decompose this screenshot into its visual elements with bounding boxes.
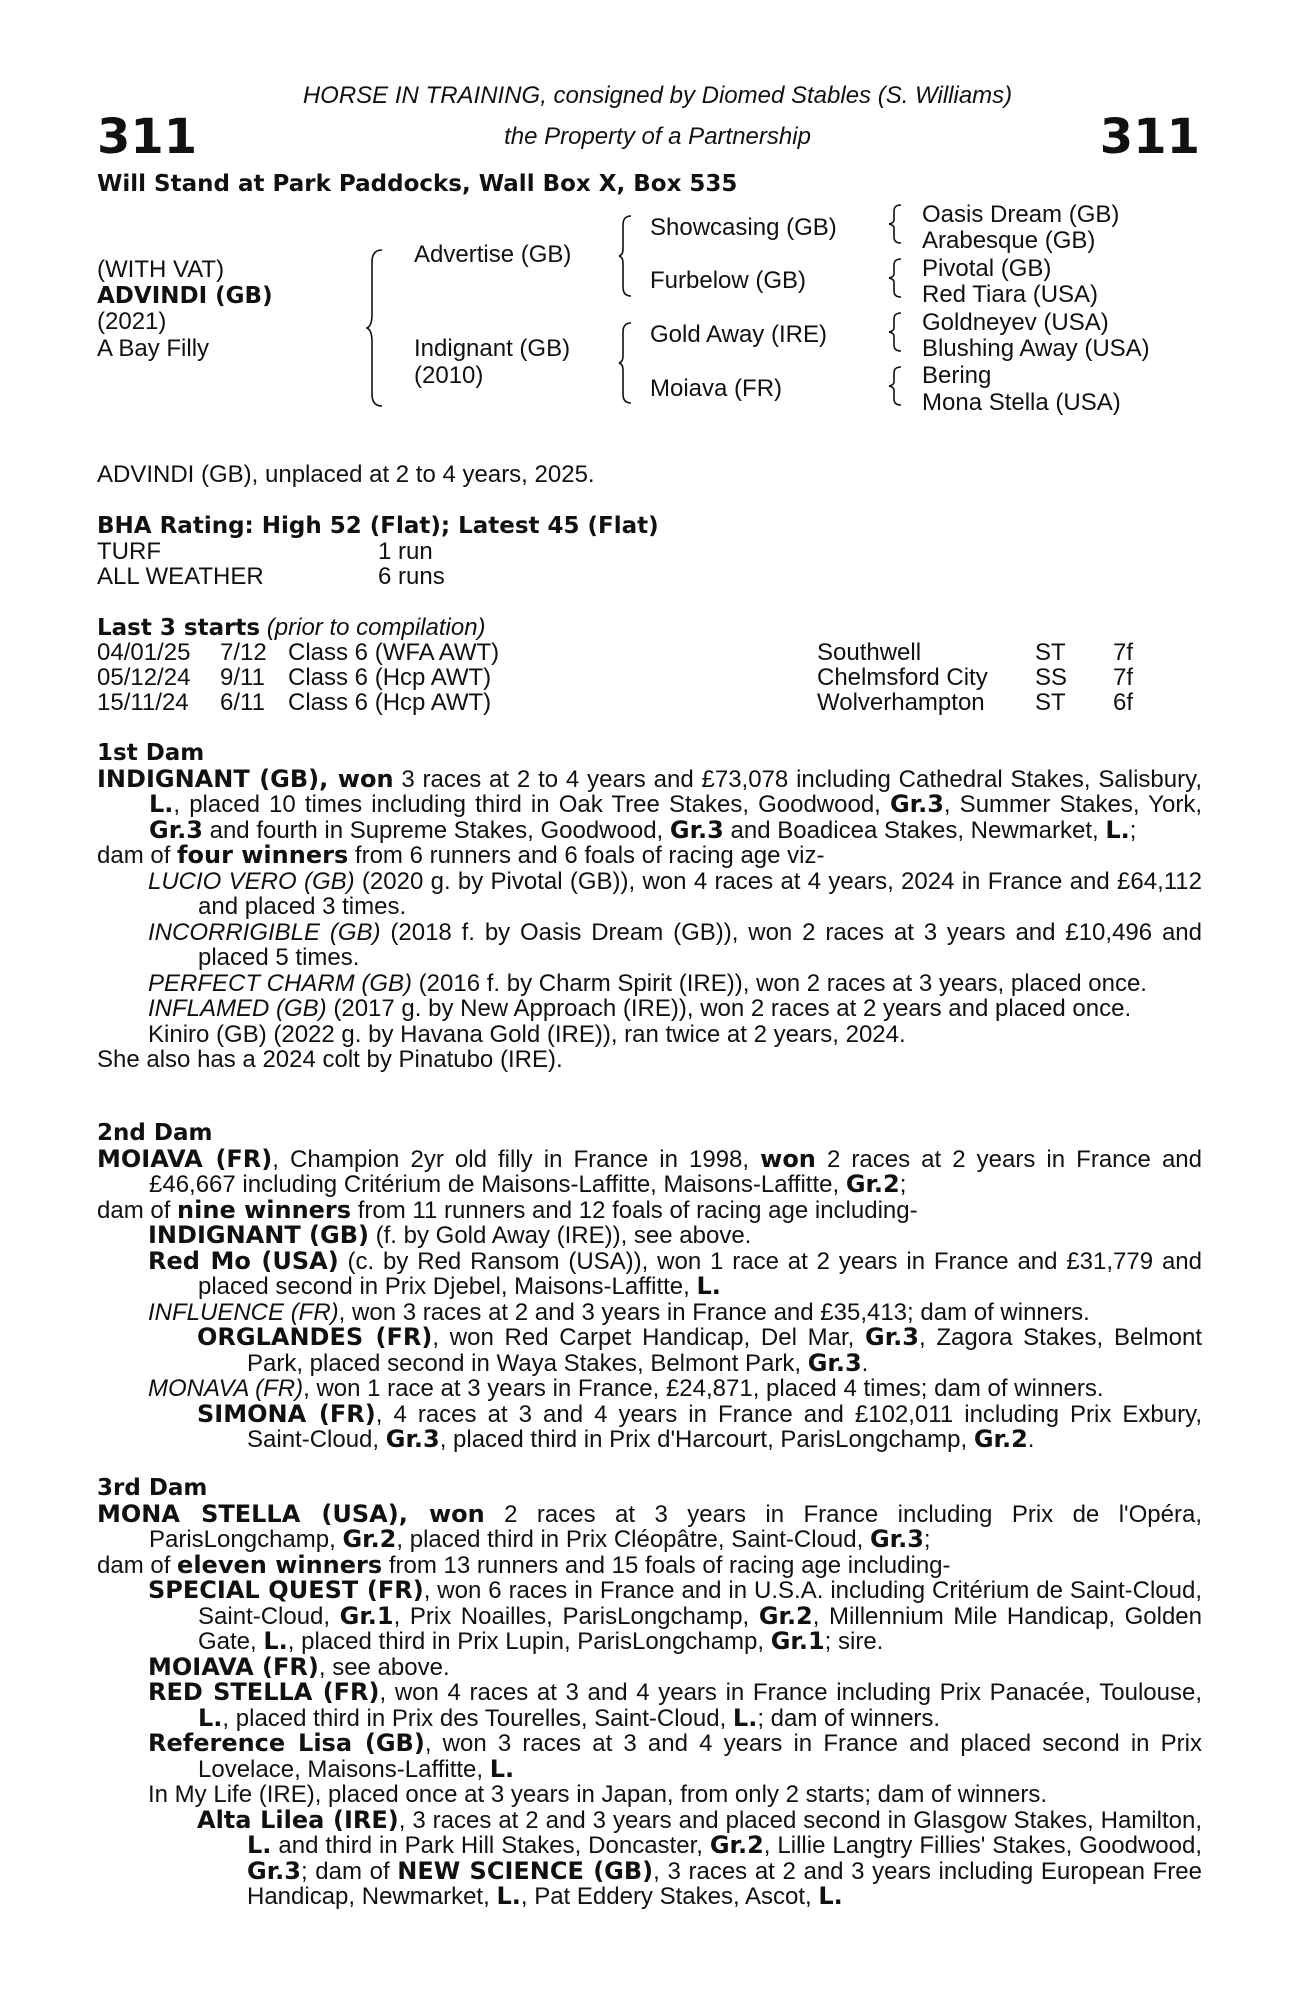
- first-dam-name: INDIGNANT (GB): [97, 764, 320, 793]
- start-distance: 7f: [1113, 664, 1134, 691]
- list-item: Alta Lilea (IRE), 3 races at 2 and 3 years and placed second in Glasgow Stakes, Hamilton, L. and third in Park Hill Stakes, Doncaster, Gr.2, Lillie Langtry Fillies' Stakes, Goodwood, Gr.3; dam of NEW SCIENCE (GB), 3 races at 2 and 3 years including European Free Handicap, Newmarket, L., Pat Eddery Stakes, Ascot, L.: [197, 1805, 1202, 1910]
- rating-value-aw: 6 runs: [378, 563, 445, 590]
- pedigree-grandsire-4: Moiava (FR): [650, 375, 783, 402]
- start-course: Chelmsford City: [817, 664, 988, 691]
- start-race: Class 6 (Hcp AWT): [288, 664, 492, 691]
- list-item: In My Life (IRE), placed once at 3 years in Japan, from only 2 starts; dam of winners.: [148, 1781, 1048, 1808]
- last-starts-note: (prior to compilation): [266, 614, 486, 641]
- pedigree-gg-6: Blushing Away (USA): [922, 335, 1150, 362]
- second-dam-produce-summary: dam of nine winners from 11 runners and 12 foals of racing age including-: [97, 1195, 918, 1224]
- start-surface: ST: [1035, 689, 1066, 716]
- second-dam-record: MOIAVA (FR), Champion 2yr old filly in France in 1998, won 2 races at 2 years in France and £46,667 including Critérium de Maisons-Laffitte, Maisons-Laffitte, Gr.2;: [97, 1144, 1202, 1198]
- start-race: Class 6 (WFA AWT): [288, 639, 500, 666]
- start-course: Wolverhampton: [817, 689, 985, 716]
- lot-number-right: 311: [1099, 109, 1200, 165]
- horse-description: A Bay Filly: [97, 335, 210, 362]
- pedigree-gg-4: Red Tiara (USA): [922, 281, 1099, 308]
- pedigree-brace-gg2: [888, 258, 904, 298]
- list-item: Red Mo (USA) (c. by Red Ransom (USA)), won 1 race at 2 years in France and £31,779 and placed second in Prix Djebel, Maisons-Laffitte, L.: [148, 1246, 1202, 1300]
- third-dam-record: MONA STELLA (USA), won 2 races at 3 years in France including Prix de l'Opéra, ParisLongchamp, Gr.2, placed third in Prix Cléopâtre, Saint-Cloud, Gr.3;: [97, 1499, 1203, 1553]
- start-surface: SS: [1035, 664, 1068, 691]
- last-starts-heading: Last 3 starts: [97, 615, 261, 641]
- rating-label-turf: TURF: [97, 538, 161, 565]
- list-item: INDIGNANT (GB) (f. by Gold Away (IRE)), see above.: [148, 1221, 752, 1249]
- pedigree-brace-gg3: [888, 312, 904, 352]
- table-row: [97, 665, 1207, 690]
- start-race: Class 6 (Hcp AWT): [288, 689, 492, 716]
- table-row: [97, 640, 1207, 665]
- pedigree-brace-main: [366, 248, 388, 408]
- pedigree-dam: Indignant (GB): [414, 335, 571, 362]
- start-position: 9/11: [220, 664, 265, 691]
- first-dam-colt-note: She also has a 2024 colt by Pinatubo (IRE).: [97, 1046, 563, 1073]
- list-item: SIMONA (FR), 4 races at 3 and 4 years in France and £102,011 including Prix Exbury, Saint-Cloud, Gr.3, placed third in Prix d'Harcourt, ParisLongchamp, Gr.2.: [197, 1399, 1202, 1453]
- vat-note: (WITH VAT): [97, 256, 225, 283]
- start-surface: ST: [1035, 639, 1066, 666]
- second-dam-name: MOIAVA (FR): [97, 1144, 273, 1173]
- pedigree-sire: Advertise (GB): [414, 241, 572, 268]
- list-item: SPECIAL QUEST (FR), won 6 races in France and in U.S.A. including Critérium de Saint-Cloud, Saint-Cloud, Gr.1, Prix Noailles, ParisLongchamp, Gr.2, Millennium Mile Handicap, Golden Gate, L., placed third in Prix Lupin, ParisLongchamp, Gr.1; sire.: [148, 1576, 1203, 1655]
- consignor-line: HORSE IN TRAINING, consigned by Diomed Stables (S. Williams): [302, 82, 1013, 109]
- first-dam-produce-summary: dam of four winners from 6 runners and 6 foals of racing age viz-: [97, 841, 825, 869]
- list-item: ORGLANDES (FR), won Red Carpet Handicap, Del Mar, Gr.3, Zagora Stakes, Belmont Park, placed second in Waya Stakes, Belmont Park, Gr.3.: [197, 1323, 1202, 1377]
- third-dam-produce-summary: dam of eleven winners from 13 runners and 15 foals of racing age including-: [97, 1550, 951, 1579]
- list-item: PERFECT CHARM (GB) (2016 f. by Charm Spirit (IRE)), won 2 races at 3 years, placed once.: [148, 969, 1147, 997]
- start-position: 6/11: [220, 689, 265, 716]
- start-course: Southwell: [817, 639, 922, 666]
- list-item: MOIAVA (FR), see above.: [148, 1652, 450, 1681]
- pedigree-gg-7: Bering: [922, 362, 992, 389]
- pedigree-gg-2: Arabesque (GB): [922, 227, 1096, 254]
- pedigree-grandsire-2: Furbelow (GB): [650, 267, 807, 294]
- second-dam-section: [97, 1121, 1202, 1453]
- start-date: 15/11/24: [97, 689, 189, 716]
- race-summary: ADVINDI (GB), unplaced at 2 to 4 years, 2025.: [97, 461, 595, 488]
- pedigree-gg-8: Mona Stella (USA): [922, 389, 1121, 416]
- list-item: Kiniro (GB) (2022 g. by Havana Gold (IRE)), ran twice at 2 years, 2024.: [148, 1020, 906, 1048]
- property-line: the Property of a Partnership: [504, 123, 811, 150]
- list-item: MONAVA (FR), won 1 race at 3 years in France, £24,871, placed 4 times; dam of winners.: [148, 1375, 1104, 1402]
- first-dam-heading: 1st Dam: [97, 740, 205, 766]
- start-distance: 7f: [1113, 639, 1134, 666]
- pedigree-brace-dam: [618, 322, 634, 404]
- third-dam-name: MONA STELLA (USA): [97, 1499, 399, 1528]
- horse-year: (2021): [97, 308, 167, 335]
- first-dam-record: INDIGNANT (GB), won 3 races at 2 to 4 years and £73,078 including Cathedral Stakes, Salisbury, L., placed 10 times including third in Oak Tree Stakes, Goodwood, Gr.3, Summer Stakes, York, Gr.3 and fourth in Supreme Stakes, Goodwood, Gr.3 and Boadicea Stakes, Newmarket, L.;: [97, 764, 1203, 844]
- start-position: 7/12: [220, 639, 267, 666]
- list-item: INFLUENCE (FR), won 3 races at 2 and 3 years in France and £35,413; dam of winners.: [148, 1298, 1090, 1326]
- pedigree-gg-3: Pivotal (GB): [922, 255, 1052, 282]
- pedigree-grandsire-3: Gold Away (IRE): [650, 321, 827, 348]
- list-item: RED STELLA (FR), won 4 races at 3 and 4 years in France including Prix Panacée, Toulouse, L., placed third in Prix des Tourelles, Saint-Cloud, L.; dam of winners.: [148, 1678, 1203, 1732]
- table-row: [97, 690, 1207, 715]
- first-dam-section: [97, 741, 1202, 1073]
- start-date: 04/01/25: [97, 639, 191, 666]
- stand-location: Will Stand at Park Paddocks, Wall Box X, Box 535: [97, 171, 738, 197]
- pedigree-gg-1: Oasis Dream (GB): [922, 201, 1120, 228]
- pedigree-grandsire-1: Showcasing (GB): [650, 214, 837, 241]
- list-item: LUCIO VERO (GB) (2020 g. by Pivotal (GB)), won 4 races at 4 years, 2024 in France and £64,112 and placed 3 times.: [148, 867, 1203, 920]
- pedigree-brace-sire: [618, 215, 634, 297]
- lot-number-left: 311: [97, 109, 198, 165]
- start-distance: 6f: [1113, 689, 1134, 716]
- pedigree-dam-year: (2010): [414, 362, 484, 389]
- rating-value-turf: 1 run: [378, 538, 433, 565]
- pedigree-brace-gg1: [888, 204, 904, 244]
- bha-rating-heading: BHA Rating: High 52 (Flat); Latest 45 (Flat): [97, 513, 659, 539]
- second-dam-heading: 2nd Dam: [97, 1120, 213, 1146]
- third-dam-heading: 3rd Dam: [97, 1475, 208, 1501]
- rating-label-aw: ALL WEATHER: [97, 563, 264, 590]
- pedigree-gg-5: Goldneyev (USA): [922, 309, 1109, 336]
- list-item: Reference Lisa (GB), won 3 races at 3 and 4 years in France and placed second in Prix Lovelace, Maisons-Laffitte, L.: [148, 1729, 1203, 1783]
- start-date: 05/12/24: [97, 664, 191, 691]
- won-label: won: [337, 764, 394, 793]
- horse-name: ADVINDI (GB): [97, 283, 273, 309]
- list-item: INFLAMED (GB) (2017 g. by New Approach (IRE)), won 2 races at 2 years and placed once.: [148, 995, 1132, 1022]
- last-starts-heading-line: [97, 615, 486, 642]
- list-item: INCORRIGIBLE (GB) (2018 f. by Oasis Dream (GB)), won 2 races at 3 years and £10,496 and placed 5 times.: [148, 918, 1203, 971]
- pedigree-brace-gg4: [888, 366, 904, 406]
- third-dam-section: [97, 1476, 1202, 1910]
